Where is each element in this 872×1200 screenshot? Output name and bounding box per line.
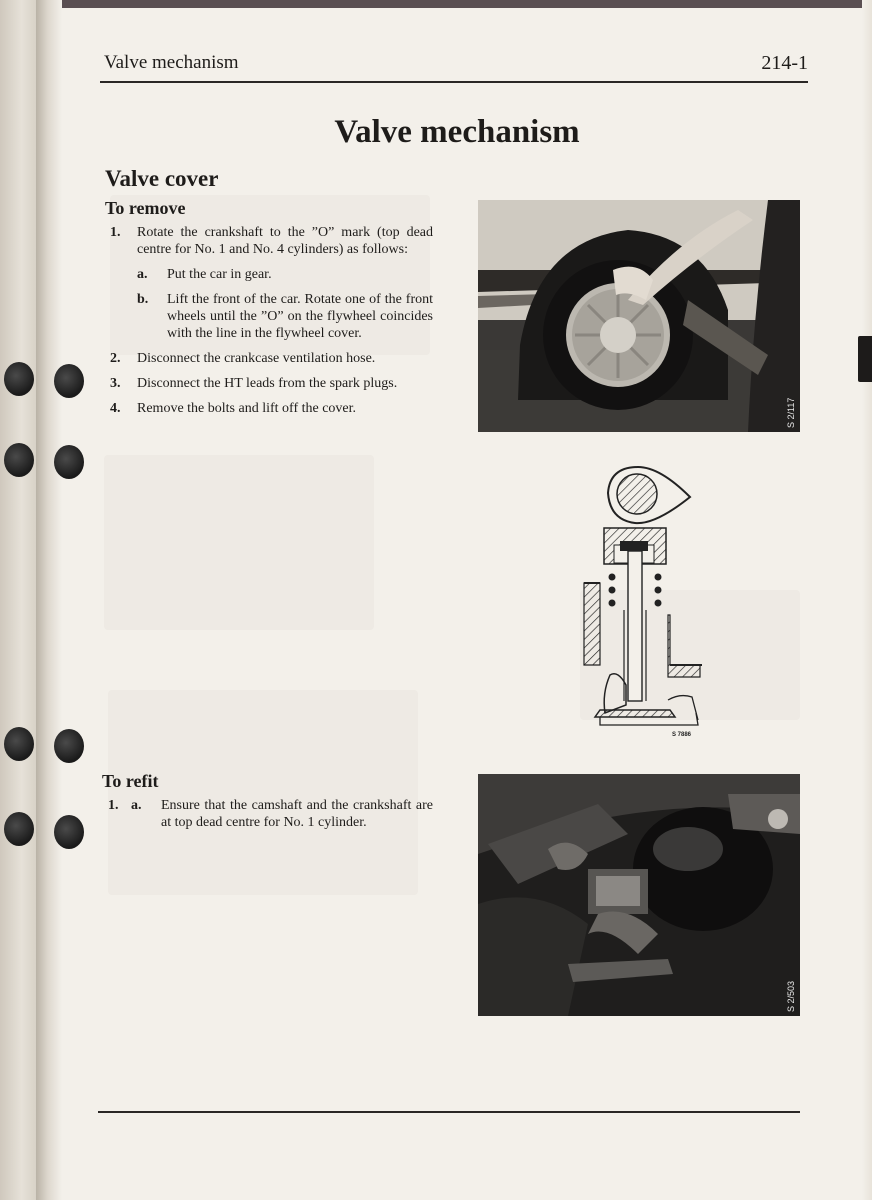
step-text: Rotate the crankshaft to the ”O” mark (top dead centre for No. 1 and No. 4 cylinders) as follows: — [137, 225, 433, 257]
punch-hole-icon — [54, 815, 84, 849]
diagram-code: S 7886 — [672, 732, 692, 738]
step-text: Put the car in gear. — [167, 267, 272, 282]
step-1a — [137, 266, 433, 283]
valve-cross-section-diagram — [580, 465, 710, 740]
punch-hole-icon — [54, 729, 84, 763]
photo-code: S 2/117 — [786, 397, 796, 428]
step-number: 1. — [108, 798, 119, 813]
binder-shadow — [36, 0, 62, 1200]
step-4 — [110, 400, 433, 417]
step-text: Ensure that the camshaft and the crankshaft are at top dead centre for No. 1 cylinder. — [161, 798, 433, 830]
binder-edge — [0, 0, 36, 1200]
punch-hole-icon — [4, 443, 34, 477]
remove-steps — [110, 224, 433, 425]
substep-letter: b. — [137, 292, 149, 307]
section-heading-valve-cover: Valve cover — [105, 166, 219, 191]
step-text: Disconnect the HT leads from the spark plugs. — [137, 376, 398, 391]
engine-bay-photo — [478, 774, 800, 1016]
punch-hole-icon — [4, 727, 34, 761]
punch-hole-icon — [4, 812, 34, 846]
hand-rotating-wheel-photo — [478, 200, 800, 432]
page-number: 214-1 — [761, 52, 808, 74]
substep-letter: a. — [131, 798, 142, 813]
photo-code: S 2/503 — [786, 980, 796, 1012]
step-number: 1. — [110, 225, 121, 240]
show-through-shadow — [104, 455, 374, 630]
refit-step-1a — [108, 797, 433, 831]
step-2 — [110, 350, 433, 367]
page-right-edge — [862, 0, 872, 1200]
refit-steps — [108, 797, 433, 839]
show-through-shadow — [108, 690, 418, 895]
substep-letter: a. — [137, 267, 148, 282]
step-number: 2. — [110, 351, 121, 366]
subheading-to-refit: To refit — [102, 771, 159, 791]
section-tab-marker — [858, 336, 872, 382]
header-rule — [100, 81, 808, 83]
punch-hole-icon — [54, 445, 84, 479]
running-head: Valve mechanism — [104, 52, 239, 73]
page-title: Valve mechanism — [334, 114, 580, 150]
subheading-to-remove: To remove — [105, 198, 186, 218]
step-3 — [110, 375, 433, 392]
punch-hole-icon — [4, 362, 34, 396]
step-1b — [137, 291, 433, 342]
step-text: Lift the front of the car. Rotate one of the front wheels until the ”O” on the flywheel coincides with the line in the flywheel cover. — [167, 292, 433, 341]
footer-rule — [98, 1111, 800, 1113]
step-number: 3. — [110, 376, 121, 391]
step-1 — [110, 224, 433, 258]
punch-hole-icon — [54, 364, 84, 398]
step-text: Remove the bolts and lift off the cover. — [137, 401, 357, 416]
page-top-edge — [0, 0, 872, 8]
step-text: Disconnect the crankcase ventilation hose. — [137, 351, 376, 366]
step-number: 4. — [110, 401, 121, 416]
